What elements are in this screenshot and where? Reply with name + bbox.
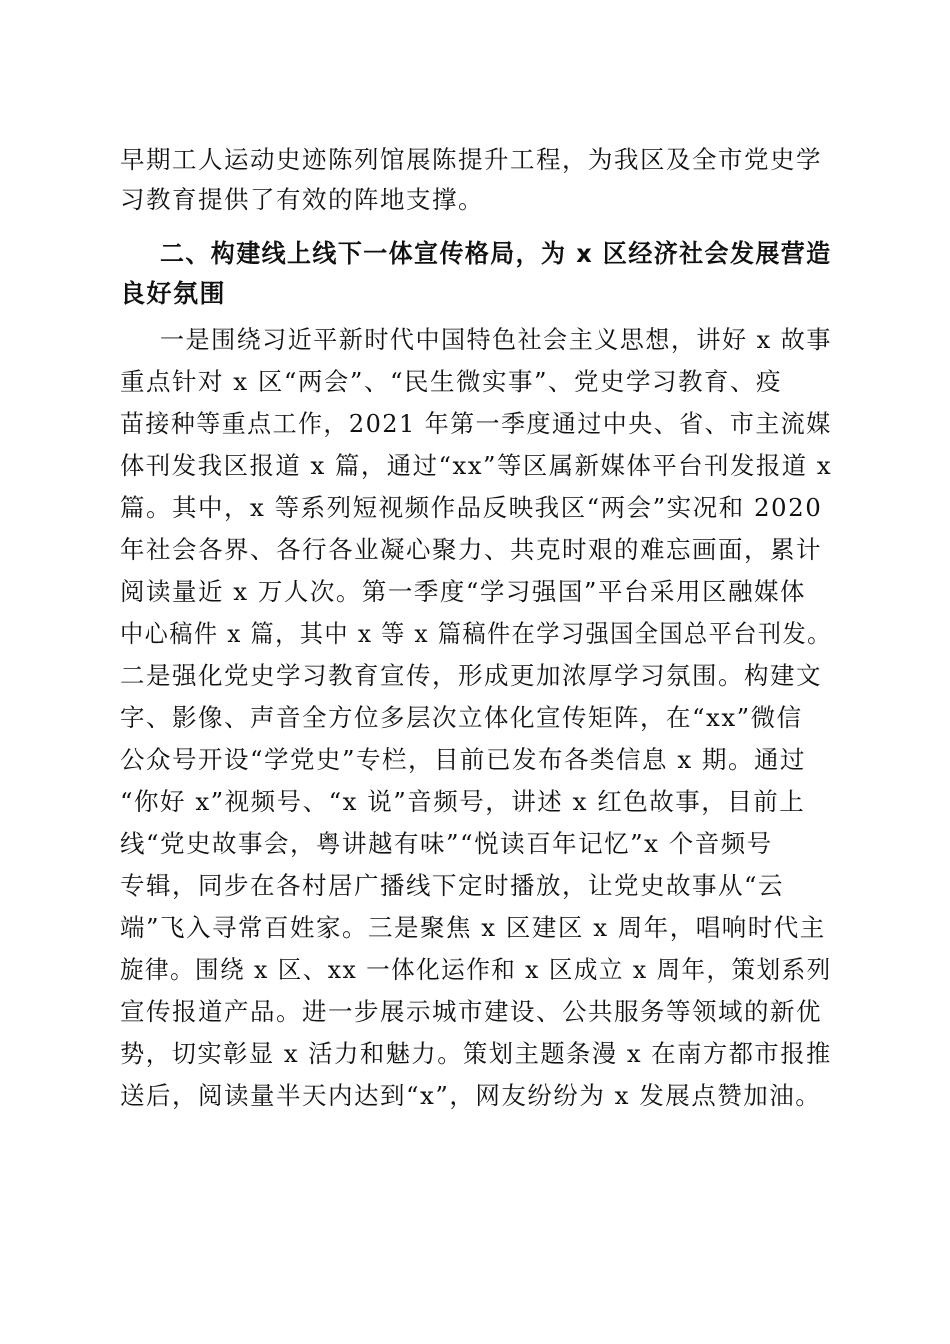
text-line: 旋律。围绕 x 区、xx 一体化运作和 x 区成立 x 周年，策划系列	[120, 955, 832, 984]
text-line: 宣传报道产品。进一步展示城市建设、公共服务等领域的新优	[120, 997, 822, 1026]
text-line: 字、影像、声音全方位多层次立体化宣传矩阵，在“xx”微信	[120, 703, 803, 732]
text-line: 势，切实彰显 x 活力和魅力。策划主题条漫 x 在南方都市报推	[120, 1039, 832, 1068]
text-line: 公众号开设“学党史”专栏，目前已发布各类信息 x 期。通过	[120, 745, 806, 774]
text-line: “你好 x”视频号、“x 说”音频号，讲述 x 红色故事，目前上	[120, 787, 806, 816]
text-line: 习教育提供了有效的阵地支撑。	[120, 185, 484, 214]
text-line: 篇。其中，x 等系列短视频作品反映我区“两会”实况和 2020	[120, 493, 823, 522]
heading-line: 良好氛围	[120, 279, 227, 308]
text-line: 一是围绕习近平新时代中国特色社会主义思想，讲好 x 故事	[160, 325, 832, 354]
text-line: 体刊发我区报道 x 篇，通过“xx”等区属新媒体平台刊发报道 x	[120, 451, 833, 480]
text-line: 端”飞入寻常百姓家。三是聚焦 x 区建区 x 周年，唱响时代主	[120, 913, 826, 942]
text-line: 年社会各界、各行各业凝心聚力、共克时艰的难忘画面，累计	[120, 535, 822, 564]
text-line: 送后，阅读量半天内达到“x”，网友纷纷为 x 发展点赞加油。	[120, 1081, 822, 1110]
text-line: 专辑，同步在各村居广播线下定时播放，让党史故事从“云	[120, 871, 785, 900]
text-line: 中心稿件 x 篇，其中 x 等 x 篇稿件在学习强国全国总平台刊发。	[120, 619, 832, 648]
text-line: 线“党史故事会，粤讲越有味”“悦读百年记忆”x 个音频号	[120, 829, 773, 858]
text-line: 二是强化党史学习教育宣传，形成更加浓厚学习氛围。构建文	[120, 661, 822, 690]
text-line: 苗接种等重点工作，2021 年第一季度通过中央、省、市主流媒	[120, 409, 832, 438]
text-line: 重点针对 x 区“两会”、“民生微实事”、党史学习教育、疫	[120, 367, 782, 396]
heading-line: 二、构建线上线下一体宣传格局，为 x 区经济社会发展营造	[160, 239, 832, 268]
text-line: 阅读量近 x 万人次。第一季度“学习强国”平台采用区融媒体	[120, 577, 806, 606]
text-line: 早期工人运动史迹陈列馆展陈提升工程，为我区及全市党史学	[120, 145, 822, 174]
